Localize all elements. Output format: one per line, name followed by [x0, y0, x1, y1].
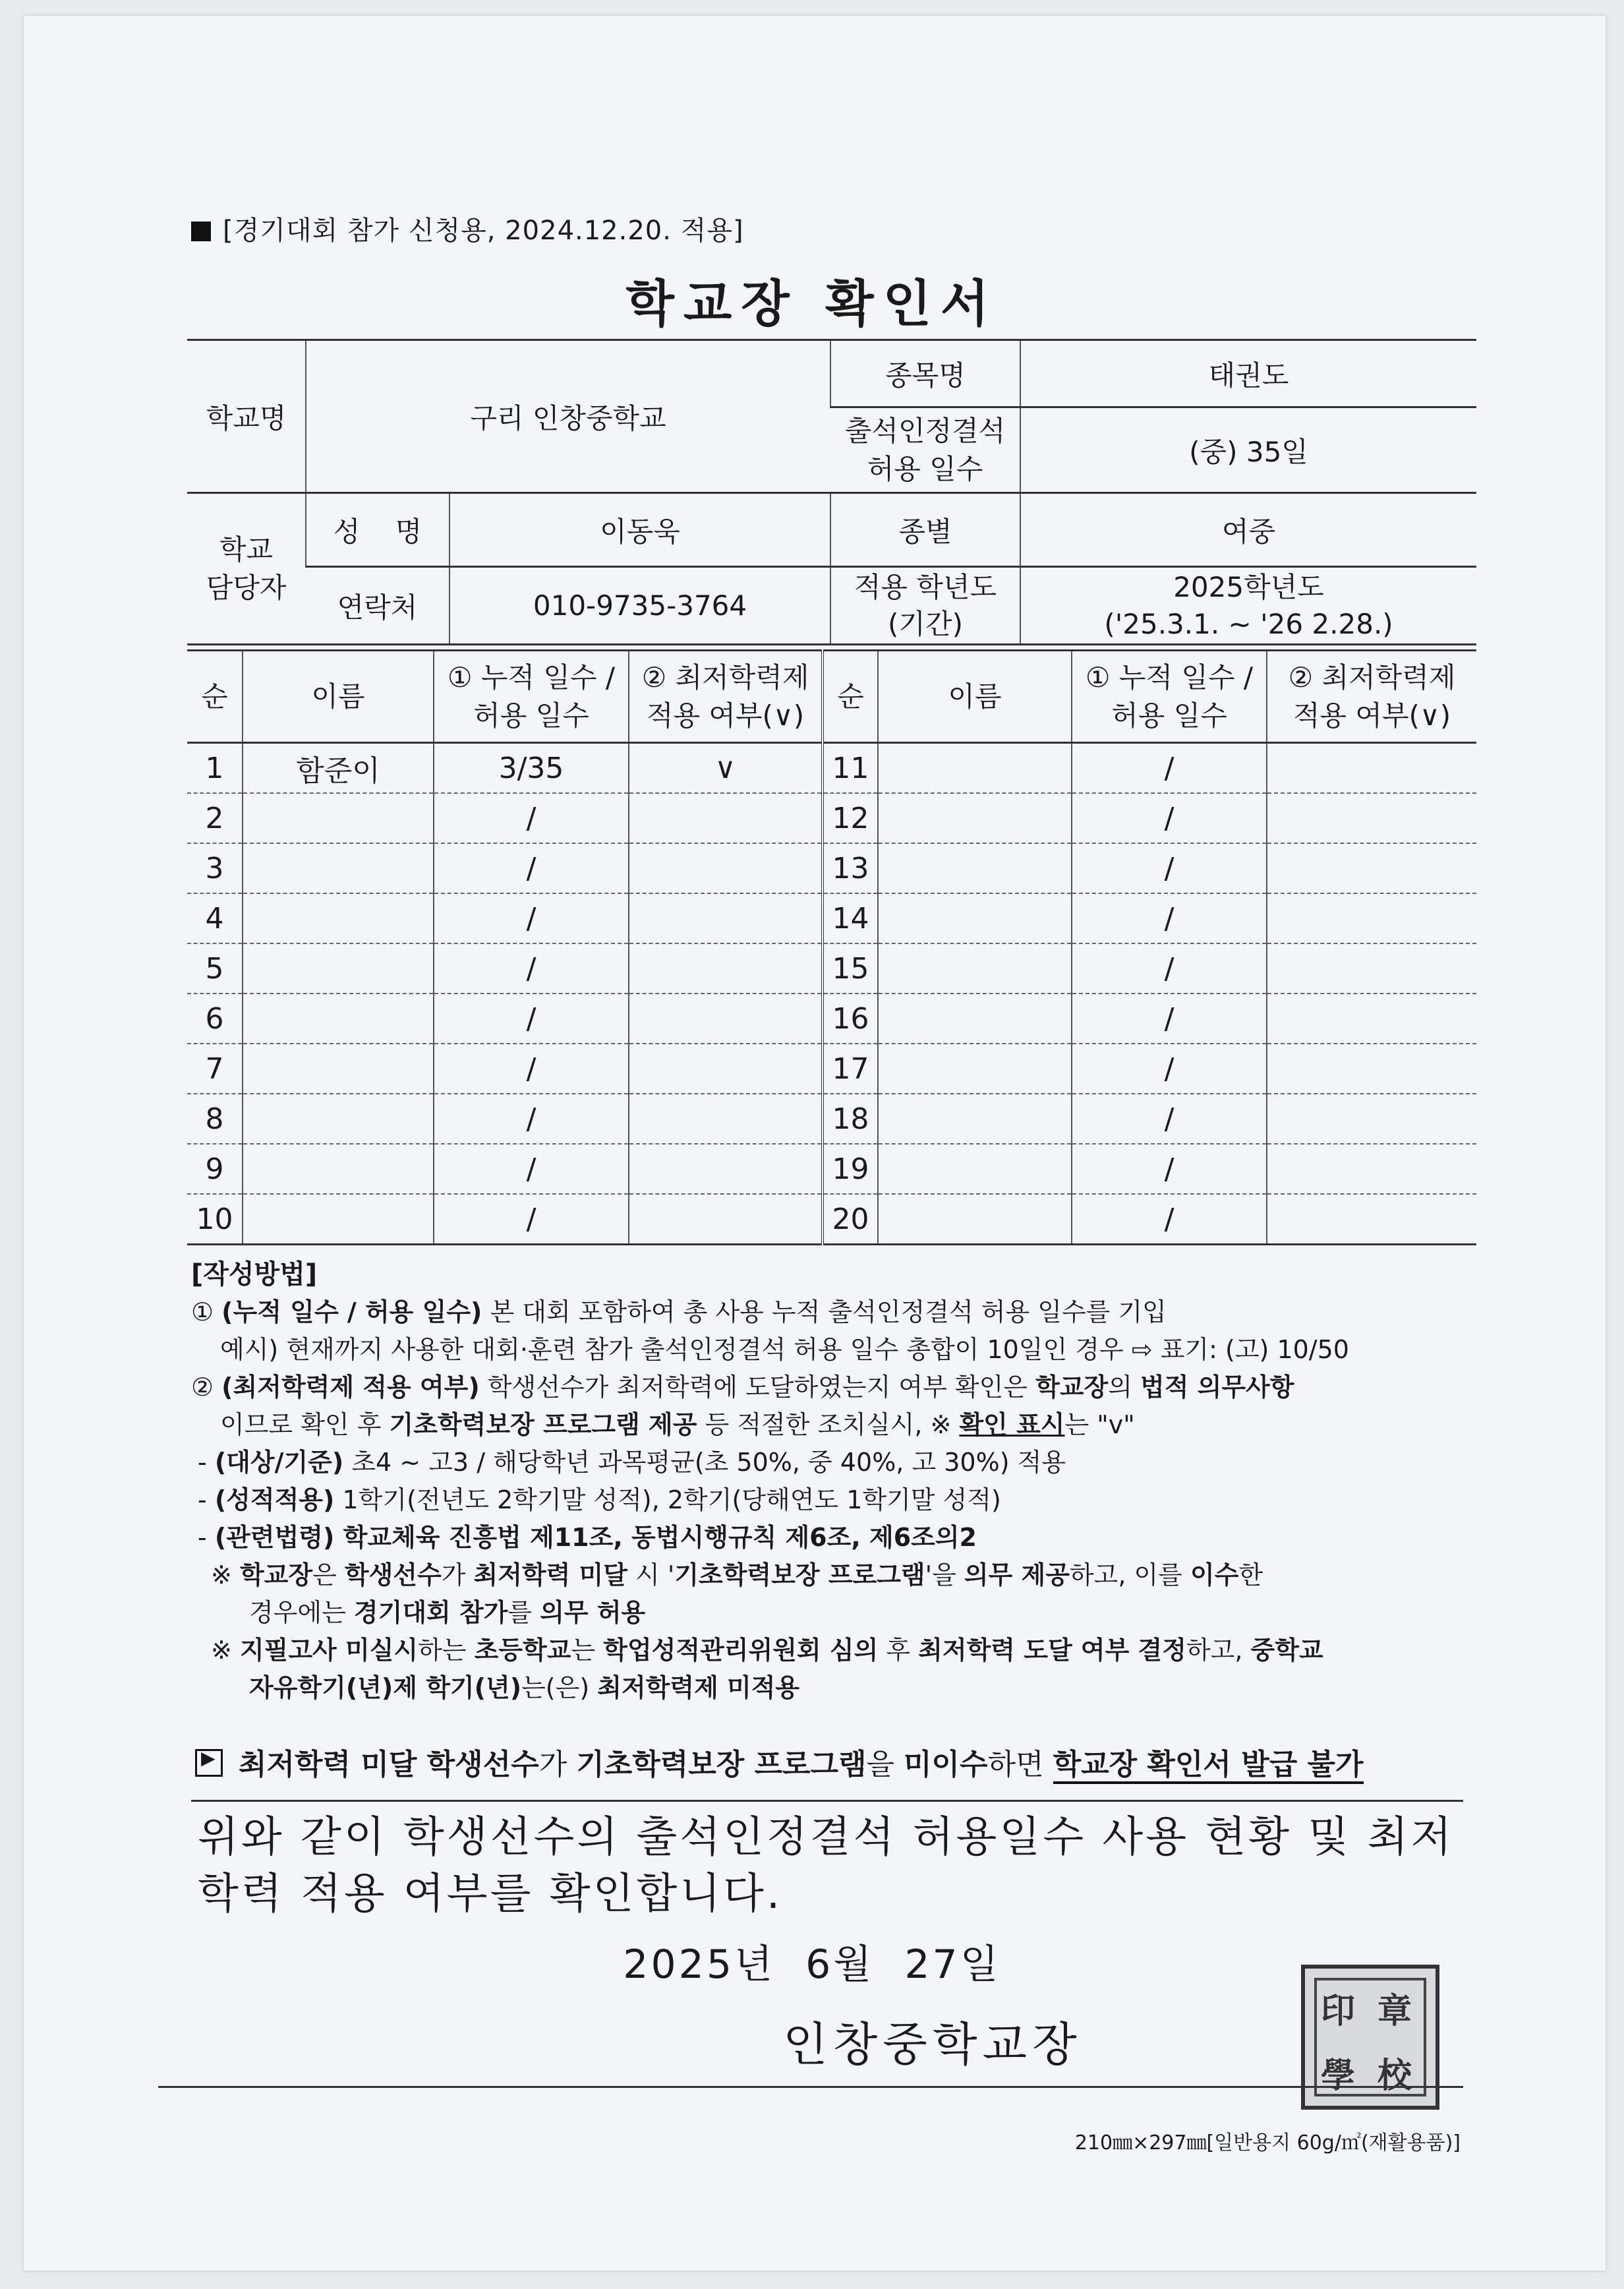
col-header-name: 이름 — [243, 651, 434, 743]
cell-days: / — [434, 793, 629, 843]
col-header-min-line1: ② 최저학력제 — [641, 661, 809, 694]
cell-days: / — [434, 1144, 629, 1194]
cell-name — [243, 1044, 434, 1094]
cell-no: 3 — [187, 843, 243, 893]
cell-min — [1267, 1094, 1476, 1144]
cell-name — [878, 943, 1072, 994]
instructions-section — [191, 1256, 1463, 1707]
table-row — [187, 994, 1476, 1044]
seal-glyph-3: 學 — [1321, 2056, 1356, 2096]
criteria-text: 초4 ~ 고3 / 해당학년 과목평균(초 50%, 중 40%, 고 30%) 적용 — [343, 1448, 1066, 1477]
cell-min — [629, 943, 823, 994]
table-row — [187, 1144, 1476, 1194]
note-2 — [191, 1632, 1463, 1669]
item2-line2-underline: 확인 표시 — [959, 1410, 1065, 1439]
instruction-item-1 — [191, 1293, 1463, 1331]
note1-b: 은 — [312, 1561, 345, 1590]
cell-days: / — [1072, 994, 1267, 1044]
cell-min — [1267, 1044, 1476, 1094]
absence-days-label — [830, 407, 1020, 493]
note1-h: '을 — [925, 1561, 964, 1590]
note1-f: 시 ' — [627, 1561, 675, 1590]
cell-days: / — [434, 843, 629, 893]
cell-name — [878, 743, 1072, 794]
col-header-days-2-line1: ① 누적 일수 / — [1085, 661, 1254, 694]
school-name-value: 구리 인창중학교 — [306, 340, 830, 493]
note-1 — [191, 1557, 1463, 1594]
notice-e: 미이수 — [904, 1748, 988, 1781]
item2-bold-b: 학교장 — [1035, 1373, 1109, 1402]
grades-text: 1학기(전년도 2학기말 성적), 2학기(당해연도 1학기말 성적) — [334, 1485, 1001, 1514]
instruction-item-2-line2 — [191, 1406, 1463, 1444]
note2-f: 후 — [878, 1636, 919, 1665]
cell-name — [878, 843, 1072, 893]
cell-no: 15 — [823, 943, 878, 994]
note1-i: 의무 제공 — [964, 1561, 1070, 1590]
note1-line2-c: 를 — [508, 1598, 540, 1627]
item2-line2-c: 는 "v" — [1064, 1410, 1135, 1439]
cell-name — [878, 793, 1072, 843]
seal-glyph-2: 章 — [1378, 1992, 1412, 2031]
note2-h: 하고, — [1186, 1636, 1251, 1665]
item2-text-b: 의 — [1108, 1373, 1141, 1402]
absence-days-value: (중) 35일 — [1020, 407, 1476, 493]
dash-1: - — [198, 1448, 207, 1477]
cell-name: 함준이 — [243, 743, 434, 794]
col-header-days-2 — [1072, 651, 1267, 743]
arrow-box-icon — [195, 1749, 223, 1777]
note1-line2-b: 경기대회 참가 — [353, 1598, 508, 1627]
note1-j: 하고, 이를 — [1069, 1561, 1190, 1590]
cell-no: 11 — [823, 743, 878, 794]
cell-no: 6 — [187, 994, 243, 1044]
note2-e: 학업성적관리위원회 심의 — [603, 1636, 879, 1665]
cell-days: / — [434, 943, 629, 994]
cell-no: 4 — [187, 893, 243, 943]
col-header-no: 순 — [187, 651, 243, 743]
cell-no: 10 — [187, 1194, 243, 1245]
cell-days: / — [1072, 1044, 1267, 1094]
manager-name-label: 성 명 — [306, 493, 450, 567]
absence-days-label-line2: 허용 일수 — [867, 452, 983, 485]
cell-no: 20 — [823, 1194, 878, 1245]
issue-date: 2025년 6월 27일 — [623, 1942, 1001, 1988]
instructions-heading: [작성방법] — [191, 1259, 318, 1290]
col-header-days-2-line2: 허용 일수 — [1111, 699, 1227, 732]
cell-min — [629, 893, 823, 943]
cell-no: 2 — [187, 793, 243, 843]
cell-name — [243, 1194, 434, 1245]
col-header-days-line1: ① 누적 일수 / — [447, 661, 616, 694]
cell-name — [243, 1094, 434, 1144]
seal-glyph-1: 印 — [1321, 1992, 1356, 2031]
cell-name — [243, 843, 434, 893]
col-header-days — [434, 651, 629, 743]
cell-min — [1267, 893, 1476, 943]
cell-days: / — [1072, 1094, 1267, 1144]
note1-e: 최저학력 미달 — [473, 1561, 627, 1590]
note1-d: 가 — [441, 1561, 474, 1590]
cell-name — [878, 1194, 1072, 1245]
school-name-label: 학교명 — [187, 340, 306, 493]
confirmation-statement: 위와 같이 학생선수의 출석인정결석 허용일수 사용 현황 및 최저학력 적용 여부를 확인합니다. — [198, 1813, 1455, 1918]
item2-line2-bold: 기초학력보장 프로그램 제공 — [389, 1410, 697, 1439]
note1-line2-a: 경우에는 — [249, 1598, 354, 1627]
footer-rule — [158, 2086, 1463, 2088]
item2-text-a: 학생선수가 최저학력에 도달하였는지 여부 확인은 — [479, 1373, 1036, 1402]
note1-line2-d: 의무 허용 — [540, 1598, 646, 1627]
contact-label: 연락처 — [306, 567, 450, 645]
table-row — [187, 743, 1476, 794]
circled-1: ① — [191, 1297, 214, 1326]
note-mark-1: ※ — [211, 1561, 232, 1590]
table-row — [187, 1094, 1476, 1144]
manager-label-line2: 담당자 — [206, 571, 287, 604]
table-row — [187, 1044, 1476, 1094]
cell-no: 9 — [187, 1144, 243, 1194]
division-label: 종별 — [830, 493, 1020, 567]
col-header-min-line2: 적용 여부(∨) — [646, 699, 805, 732]
note1-g: 기초학력보장 프로그램 — [674, 1561, 925, 1590]
col-header-min-2-line1: ② 최저학력제 — [1288, 661, 1456, 694]
notice-line — [195, 1740, 1364, 1783]
table-row — [187, 843, 1476, 893]
school-year-label-line2: (기간) — [888, 607, 963, 640]
table-row — [187, 893, 1476, 943]
item2-bold-c: 법적 의무사항 — [1140, 1373, 1294, 1402]
cell-name — [243, 793, 434, 843]
contact-value: 010-9735-3764 — [450, 567, 830, 645]
cell-min — [1267, 1144, 1476, 1194]
cell-no: 13 — [823, 843, 878, 893]
cell-days: / — [1072, 793, 1267, 843]
cell-no: 19 — [823, 1144, 878, 1194]
cell-min — [1267, 793, 1476, 843]
note-1-line2 — [191, 1594, 1463, 1632]
school-year-period: ('25.3.1. ~ '26 2.28.) — [1104, 607, 1393, 640]
cell-name — [878, 994, 1072, 1044]
roster-header-row — [187, 651, 1476, 743]
instruction-item-2 — [191, 1369, 1463, 1406]
cell-name — [878, 1044, 1072, 1094]
paper-spec: 210㎜×297㎜[일반용지 60g/㎡(재활용품)] — [1074, 2131, 1461, 2155]
seal-glyph-4: 校 — [1378, 2056, 1412, 2096]
cell-days: / — [434, 994, 629, 1044]
cell-min — [629, 793, 823, 843]
table-row — [187, 943, 1476, 994]
col-header-min-academic-2 — [1267, 651, 1476, 743]
cell-name — [243, 893, 434, 943]
student-roster-table — [187, 649, 1476, 1245]
note2-line2-a: 자유학기(년)제 학기(년) — [249, 1673, 522, 1702]
cell-min — [1267, 843, 1476, 893]
cell-no: 7 — [187, 1044, 243, 1094]
cell-no: 12 — [823, 793, 878, 843]
note2-i: 중학교 — [1250, 1636, 1323, 1665]
cell-no: 18 — [823, 1094, 878, 1144]
col-header-min-2-line2: 적용 여부(∨) — [1292, 699, 1451, 732]
col-header-days-line2: 허용 일수 — [473, 699, 589, 732]
grades-bold: (성적적용) — [214, 1485, 335, 1514]
cell-name — [878, 1094, 1072, 1144]
note1-k: 이수 — [1190, 1561, 1239, 1590]
dash-2: - — [198, 1485, 207, 1514]
notice-d: 을 — [866, 1748, 904, 1781]
law-text: 학교체육 진흥법 제11조, 동법시행규칙 제6조, 제6조의2 — [334, 1523, 977, 1552]
division-value: 여중 — [1020, 493, 1476, 567]
note1-a: 학교장 — [239, 1561, 313, 1590]
principal-title: 인창중학교장 — [783, 2017, 1082, 2071]
manager-name-value: 이동욱 — [450, 493, 830, 567]
cell-days: / — [1072, 843, 1267, 893]
law-line — [191, 1519, 1463, 1557]
dash-3: - — [198, 1523, 207, 1552]
cell-days: / — [434, 1094, 629, 1144]
circled-2: ② — [191, 1373, 214, 1402]
cell-min — [1267, 1194, 1476, 1245]
header-note-text: [경기대회 참가 신청용, 2024.12.20. 적용] — [223, 216, 744, 246]
item2-bold: (최저학력제 적용 여부) — [221, 1373, 480, 1402]
criteria-line — [191, 1444, 1463, 1481]
cell-name — [878, 1144, 1072, 1194]
cell-no: 17 — [823, 1044, 878, 1094]
manager-label-line1: 학교 — [219, 533, 274, 566]
note2-line2-b: 는(은) — [521, 1673, 598, 1702]
note2-a: 지필고사 미실시 — [239, 1636, 419, 1665]
square-bullet-icon — [191, 222, 211, 241]
cell-min — [629, 1094, 823, 1144]
table-row — [187, 1194, 1476, 1245]
sport-value: 태권도 — [1020, 340, 1476, 407]
item1-text: 본 대회 포함하여 총 사용 누적 출석인정결석 허용 일수를 기입 — [482, 1297, 1167, 1326]
note2-c: 초등학교 — [474, 1636, 571, 1665]
note2-d: 는 — [571, 1636, 604, 1665]
criteria-bold: (대상/기준) — [214, 1448, 344, 1477]
table-row — [187, 793, 1476, 843]
note1-c: 학생선수 — [344, 1561, 442, 1590]
item1-bold: (누적 일수 / 허용 일수) — [221, 1297, 482, 1326]
cell-days: / — [1072, 893, 1267, 943]
notice-f: 하면 — [987, 1748, 1053, 1781]
cell-days: / — [1072, 743, 1267, 794]
sport-label: 종목명 — [830, 340, 1020, 407]
document-title: 학교장 확인서 — [625, 274, 999, 333]
cell-no: 8 — [187, 1094, 243, 1144]
form-header-note — [191, 210, 744, 247]
cell-no: 1 — [187, 743, 243, 794]
school-info-table — [187, 339, 1476, 645]
cell-days: / — [1072, 1194, 1267, 1245]
item2-line2-b: 등 적절한 조치실시, ※ — [697, 1410, 960, 1439]
notice-c: 기초학력보장 프로그램 — [576, 1748, 867, 1781]
cell-days: / — [434, 893, 629, 943]
cell-days: / — [434, 1194, 629, 1245]
instruction-item-1-example: 예시) 현재까지 사용한 대회·훈련 참가 출석인정결석 허용 일수 총합이 10일인 경우 ⇨ 표기: (고) 10/50 — [220, 1335, 1349, 1364]
note-2-line2 — [191, 1669, 1463, 1707]
cell-no: 16 — [823, 994, 878, 1044]
note2-b: 하는 — [418, 1636, 475, 1665]
cell-min — [629, 994, 823, 1044]
item2-line2-a: 이므로 확인 후 — [220, 1410, 390, 1439]
official-seal-stamp — [1301, 1965, 1439, 2110]
school-year-label — [830, 567, 1020, 645]
cell-days: / — [1072, 943, 1267, 994]
cell-name — [243, 994, 434, 1044]
school-year-label-line1: 적용 학년도 — [854, 570, 997, 603]
absence-days-label-line1: 출석인정결석 — [844, 414, 1006, 447]
cell-min — [1267, 994, 1476, 1044]
cell-days: / — [434, 1044, 629, 1094]
cell-days: 3/35 — [434, 743, 629, 794]
cell-no: 5 — [187, 943, 243, 994]
note2-line2-c: 최저학력제 미적용 — [597, 1673, 800, 1702]
cell-min — [629, 843, 823, 893]
cell-min — [629, 1194, 823, 1245]
cell-no: 14 — [823, 893, 878, 943]
cell-days: / — [1072, 1144, 1267, 1194]
school-year-value-line1: 2025학년도 — [1173, 570, 1324, 603]
col-header-min-academic — [629, 651, 823, 743]
notice-b: 가 — [538, 1748, 577, 1781]
cell-name — [243, 943, 434, 994]
cell-name — [243, 1144, 434, 1194]
section-divider — [191, 1800, 1463, 1802]
cell-min: ∨ — [629, 743, 823, 794]
note2-g: 최저학력 도달 여부 결정 — [918, 1636, 1186, 1665]
cell-min — [629, 1144, 823, 1194]
cell-name — [878, 893, 1072, 943]
school-year-value — [1020, 567, 1476, 645]
law-bold: (관련법령) — [214, 1523, 335, 1552]
manager-label — [187, 493, 306, 645]
col-header-name-2: 이름 — [878, 651, 1072, 743]
notice-a: 최저학력 미달 학생선수 — [239, 1748, 539, 1781]
cell-min — [1267, 943, 1476, 994]
cell-min — [1267, 743, 1476, 794]
grades-line — [191, 1481, 1463, 1519]
col-header-no-2: 순 — [823, 651, 878, 743]
note-mark-2: ※ — [211, 1636, 232, 1665]
note1-l: 한 — [1238, 1561, 1263, 1590]
cell-min — [629, 1044, 823, 1094]
notice-g: 학교장 확인서 발급 불가 — [1053, 1748, 1364, 1784]
